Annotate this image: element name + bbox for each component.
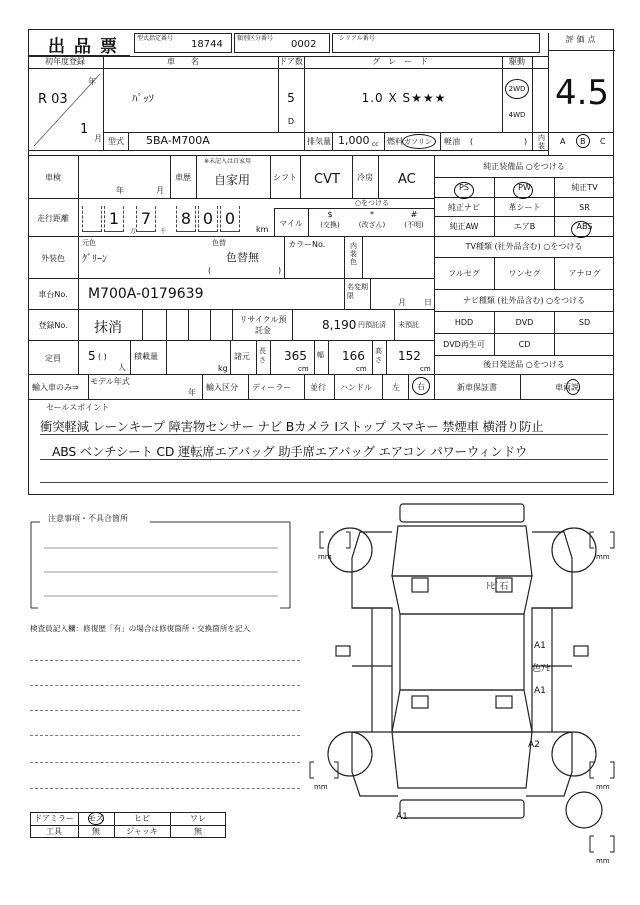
man-unit: 万: [130, 228, 137, 235]
orig-color-value: ｸﾞﾘｰﾝ: [82, 254, 107, 265]
navi-cell: DVD: [494, 312, 554, 334]
sen-unit: 千: [160, 228, 167, 235]
width-col2: [328, 341, 329, 375]
inspector-line2: [30, 685, 300, 686]
tool-label: 工具: [46, 827, 62, 836]
model-col: [128, 132, 129, 150]
navi-cell: [554, 334, 614, 356]
capacity-value: 5: [88, 349, 96, 363]
oil-paren-close: ): [524, 137, 528, 146]
damage-mark-chip: ﾄﾋﾞ石: [486, 582, 509, 592]
height-unit: cm: [420, 365, 431, 373]
fuel-col: [384, 132, 385, 150]
mileage-digit-box: 0: [198, 206, 218, 232]
import-only-label: 輸入車のみ⇒: [32, 383, 79, 392]
hash: #: [410, 210, 418, 219]
navi-title: ナビ種類 (社外品含む) ○をつける: [434, 290, 614, 312]
interior-col: [548, 132, 549, 150]
navi-cell: CD: [494, 334, 554, 356]
mileage-digit-box: 8: [176, 206, 196, 232]
inspector-line6: [30, 788, 300, 789]
dollar: $: [327, 210, 333, 219]
crack-label: ヒビ: [134, 814, 150, 823]
star-note: (改ざん): [358, 221, 386, 229]
repaint-paren-close: ): [278, 266, 282, 275]
height-label: 高さ: [375, 347, 382, 364]
equipment-cell: PW: [494, 178, 554, 198]
break-label: ワレ: [190, 814, 206, 823]
damage-mark-a2: A2: [528, 740, 540, 750]
mm-label-fl: mm: [318, 553, 332, 561]
inspector-line3: [30, 710, 300, 711]
mileage-digit-box: 1: [104, 206, 124, 232]
dealer: ディーラー: [252, 383, 292, 392]
interior-b: B: [580, 137, 586, 146]
caution-frame: [30, 518, 292, 610]
mirror-value: モズ: [88, 814, 104, 823]
repaint-paren-open: (: [208, 266, 212, 275]
mileage-digit-box: 7: [136, 206, 156, 232]
recycle-col2: [292, 310, 293, 341]
shift-label: シフト: [273, 172, 297, 182]
import-type-label: 輸入区分: [206, 383, 238, 392]
reg-no-value: 抹消: [94, 320, 122, 336]
fuel-value: ガソリン: [404, 138, 432, 146]
shift-value: CVT: [314, 172, 340, 187]
drive-4wd: 4WD: [508, 111, 526, 119]
height-col: [372, 341, 373, 375]
type-code-value: 18744: [191, 39, 223, 50]
recycle-col: [232, 310, 233, 341]
drive-col-right: [532, 56, 533, 150]
sales-line2: ABS ベンチシート CD 運転席エアバッグ 助手席エアバッグ エアコン パワーウィンドウ: [52, 444, 528, 459]
circle-note: ○をつける: [354, 199, 390, 207]
capacity-paren: ( ): [98, 352, 107, 361]
mm-label-spare: mm: [596, 857, 610, 865]
month-unit: 月: [94, 134, 102, 143]
aircon-label: 冷房: [357, 172, 373, 182]
navi-cell: SD: [554, 312, 614, 334]
year-unit: 年: [88, 77, 96, 86]
int-color-col: [344, 237, 345, 279]
capacity-unit: 人: [118, 363, 126, 372]
interior-color-label: 内装色: [350, 242, 357, 266]
equipment-cell: SR: [554, 198, 614, 218]
oil-col: [440, 132, 441, 150]
height-col2: [386, 341, 387, 375]
mileage-digit-box: 0: [220, 206, 240, 232]
len-col: [256, 341, 257, 375]
width-col: [314, 341, 315, 375]
parallel: 並行: [310, 383, 326, 392]
capacity-label: 定員: [45, 353, 61, 363]
first-reg-month: 1: [80, 122, 89, 137]
repaint-label: 色替: [212, 239, 226, 247]
fuel-label: 燃料: [387, 137, 403, 146]
mirror-label: ドアミラー: [34, 814, 74, 823]
score-label: 評価点: [549, 35, 615, 51]
damage-mark-a1-bumper: A1: [396, 812, 408, 822]
first-reg-label: 初年度登録: [45, 57, 85, 66]
sales-line1: 衝突軽減 レーンキープ 障害物センサー ナビ Bカメラ Iストップ スマキー 禁煙車 横滑り防止: [40, 419, 544, 434]
doors-type: D: [287, 117, 295, 126]
inspection-year-unit: 年: [116, 186, 124, 195]
navi-cell: DVD再生可: [434, 334, 494, 356]
inspector-line1: [30, 660, 300, 661]
equipment-cell: 純正ナビ: [434, 198, 494, 218]
doors-label: ドア数: [279, 57, 303, 66]
tv-cell: ワンセグ: [494, 258, 554, 290]
ps-circle: [454, 182, 474, 199]
reg-col3: [188, 310, 189, 341]
model-year-unit: 年: [188, 388, 196, 397]
mirror-circle: [88, 812, 104, 825]
color-label: 外装色: [41, 253, 65, 263]
right: 右: [417, 382, 425, 391]
jack-label: ジャッキ: [126, 827, 158, 836]
inspector-line5: [30, 762, 300, 763]
km-unit: km: [256, 225, 269, 234]
width-label: 幅: [317, 351, 324, 359]
width-unit: cm: [356, 365, 367, 373]
damage-mark-fade: 色ｱｾ: [532, 664, 551, 674]
dealer-col: [248, 375, 249, 400]
grade-value: 1.0 X S★★★: [361, 91, 447, 105]
manual-circle: [566, 379, 580, 395]
damage-mark-a1-rear-door: A1: [534, 686, 546, 696]
int-color-col2: [362, 237, 363, 279]
recycle-label: リサイクル預託金: [239, 315, 287, 335]
equipment-cell: エアB: [494, 217, 554, 237]
name-change-month: 月: [398, 298, 406, 307]
reg-no-label: 登録No.: [38, 321, 68, 330]
reg-col1: [142, 310, 143, 341]
recycle-unit: 円預託済: [358, 321, 386, 329]
history-note: ※未記入は自家用: [204, 158, 252, 165]
mileage-digit-box: [82, 206, 102, 232]
car-diagram: [300, 496, 620, 866]
inspection-label: 車検: [45, 172, 61, 182]
type-code-box: [134, 33, 232, 53]
chassis-value: M700A-0179639: [88, 286, 204, 302]
score-value: 4.5: [554, 73, 610, 113]
mm-label-fr: mm: [596, 553, 610, 561]
first-reg-year: R 03: [38, 92, 68, 107]
recycle-col3: [394, 310, 395, 341]
class-code-label: 類別区分番号: [237, 35, 274, 42]
aircon-value: AC: [398, 172, 416, 187]
star: *: [370, 210, 374, 219]
model-value: 5BA-M700A: [146, 134, 210, 147]
history-value: 自家用: [214, 173, 251, 187]
class-code-value: 0002: [291, 39, 317, 50]
interior-c: C: [600, 137, 606, 146]
dims-label: 諸元: [234, 352, 250, 361]
doors-value: 5: [287, 91, 295, 105]
len-col2: [270, 341, 271, 375]
history-col2: [196, 155, 197, 199]
name-change-col: [344, 279, 345, 310]
mm-label-rr: mm: [596, 783, 610, 791]
model-line: [104, 132, 548, 133]
reg-col4: [210, 310, 211, 341]
drive-label: 駆動: [509, 57, 525, 66]
equipment-cell: 純正TV: [554, 178, 614, 198]
pw-circle: [513, 182, 533, 199]
drive-2wd: 2WD: [508, 85, 526, 93]
inspector-label: 検査員記入欄：修復歴「有」の場合は修復箇所・交換箇所を記入: [30, 624, 251, 633]
inspector-line4: [30, 735, 300, 736]
reg-col2: [166, 310, 167, 341]
length-unit: cm: [298, 365, 309, 373]
caution-label: 注意事項・不具合箇所: [48, 514, 128, 523]
car-name-value: ﾊﾟｯｿ: [132, 92, 154, 105]
right-col: [408, 375, 409, 400]
disp-col2: [332, 132, 333, 150]
tv-cell: アナログ: [554, 258, 614, 290]
orig-color-label: 元色: [82, 239, 96, 247]
recycle-unpaid: 未預託: [398, 321, 419, 329]
sales-rule1: [40, 434, 608, 435]
dollar-note: (交換): [320, 221, 340, 229]
displacement-unit: cc: [372, 141, 379, 148]
parallel-col: [304, 375, 305, 400]
tv-cell: フルセグ: [434, 258, 494, 290]
displacement-label: 排気量: [307, 137, 331, 146]
load-label: 積載量: [134, 352, 158, 361]
grade-label: グレード: [372, 57, 436, 66]
serial-label: シリアル番号: [339, 35, 375, 42]
color-no-col: [284, 237, 285, 279]
import-type-col: [202, 375, 203, 400]
inspection-month-unit: 月: [156, 186, 164, 195]
load-col2: [166, 341, 167, 375]
model-year-col: [88, 375, 89, 400]
oil-paren-open: (: [470, 137, 474, 146]
width-value: 166: [342, 349, 365, 363]
car-name-label: 車名: [167, 57, 215, 66]
repaint-value: 色替無: [226, 251, 259, 264]
left-col: [382, 375, 383, 400]
disp-col: [304, 132, 305, 150]
model-year-label: モデル年式: [90, 377, 130, 386]
ship-warranty: 新車保証書: [457, 383, 497, 392]
tv-title: TV種類 (社外品含む) ○をつける: [434, 237, 614, 258]
tool-value: 無: [92, 827, 100, 836]
aircon-col2: [378, 155, 379, 199]
interior-line: [532, 132, 614, 133]
interior-a: A: [560, 137, 566, 146]
mile-label: マイル: [279, 218, 303, 228]
label-col: [78, 155, 79, 375]
equipment-cell: 革シート: [494, 198, 554, 218]
navi-cell: HDD: [434, 312, 494, 334]
ship-title: 後日発送品 ○をつける: [434, 356, 614, 375]
damage-mark-a1-door: A1: [534, 641, 546, 651]
load-col: [130, 341, 131, 375]
length-value: 365: [284, 349, 307, 363]
history-label: 車歴: [175, 172, 191, 182]
handle-col: [334, 375, 335, 400]
page-title: 出品票: [48, 37, 126, 57]
equipment-cell: PS: [434, 178, 494, 198]
equipment-title: 純正装備品 ○をつける: [434, 159, 614, 178]
equipment-cell: 純正AW: [434, 217, 494, 237]
dollar-col: [308, 209, 309, 237]
sales-label: セールスポイント: [46, 403, 110, 412]
type-code-label: 型式指定番号: [137, 35, 174, 42]
displacement-value: 1,000: [338, 134, 370, 147]
name-change-col2: [370, 279, 371, 310]
abs-circle: [571, 221, 591, 238]
shift-col2: [300, 155, 301, 199]
name-change-label: 名変期限: [347, 283, 368, 300]
serial-box: [332, 33, 540, 53]
row1-bottom: [28, 150, 548, 151]
load-unit: kg: [218, 364, 228, 373]
interior-label: 内装: [538, 134, 545, 150]
sales-rule2: [40, 459, 608, 460]
light-oil: 軽油: [444, 137, 460, 146]
color-no-label: カラーNo.: [288, 240, 326, 249]
drive-col: [502, 56, 503, 132]
hash-note: (不明): [404, 221, 424, 229]
ship-manual: 車両説: [555, 383, 579, 392]
name-change-day: 日: [424, 298, 432, 307]
model-label: 型式: [108, 137, 124, 146]
sales-rule3: [40, 482, 608, 483]
left: 左: [392, 383, 400, 392]
chassis-label: 車台No.: [38, 290, 68, 299]
jack-value: 無: [194, 827, 202, 836]
height-value: 152: [398, 349, 421, 363]
recycle-amount: 8,190: [322, 318, 357, 332]
length-label: 長さ: [259, 347, 266, 364]
equipment-cell: ABS: [554, 217, 614, 237]
mileage-label: 走行距離: [37, 213, 69, 223]
handle-label: ハンドル: [340, 383, 372, 392]
dims-col: [230, 341, 231, 375]
mm-label-rl: mm: [314, 783, 328, 791]
class-code-box: [234, 33, 330, 53]
